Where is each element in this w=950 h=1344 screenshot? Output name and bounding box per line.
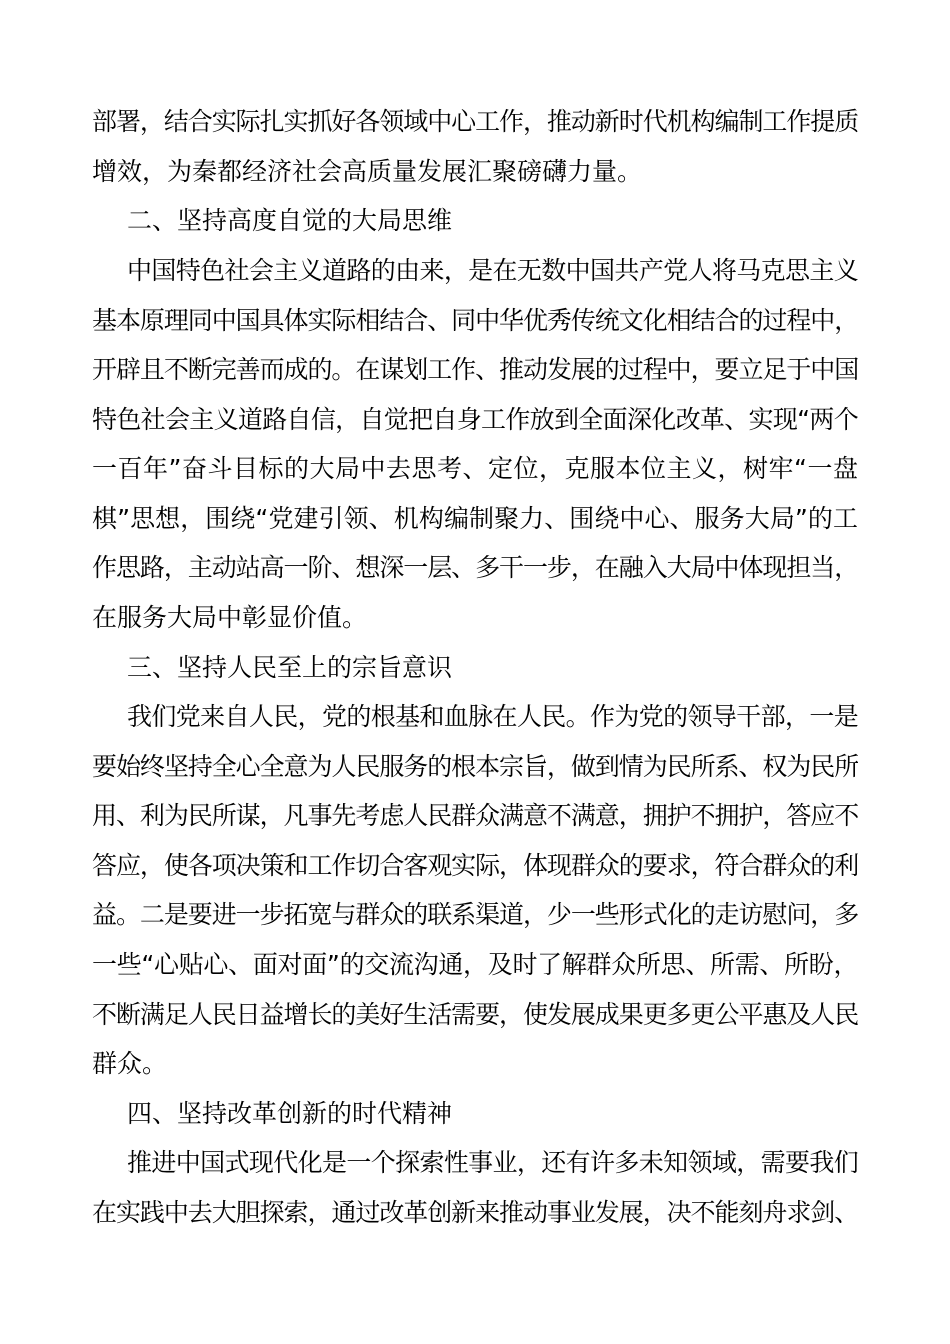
paragraph-line: 特色社会主义道路自信，自觉把自身工作放到全面深化改革、实现“两个 xyxy=(92,405,858,434)
section-heading-4: 四、坚持改革创新的时代精神 xyxy=(127,1099,453,1128)
paragraph-line: 一百年”奋斗目标的大局中去思考、定位，克服本位主义，树牢“一盘 xyxy=(92,454,858,483)
section-heading-3: 三、坚持人民至上的宗旨意识 xyxy=(127,653,453,682)
paragraph-line: 开辟且不断完善而成的。在谋划工作、推动发展的过程中，要立足于中国 xyxy=(92,355,858,384)
paragraph-line: 群众。 xyxy=(92,1049,168,1078)
paragraph-line: 要始终坚持全心全意为人民服务的根本宗旨，做到情为民所系、权为民所 xyxy=(92,752,858,781)
paragraph-line: 基本原理同中国具体实际相结合、同中华优秀传统文化相结合的过程中， xyxy=(92,306,858,335)
paragraph-line: 我们党来自人民，党的根基和血脉在人民。作为党的领导干部，一是 xyxy=(127,702,858,731)
section-heading-2: 二、坚持高度自觉的大局思维 xyxy=(127,206,453,235)
paragraph-line: 棋”思想，围绕“党建引领、机构编制聚力、围绕中心、服务大局”的工 xyxy=(92,504,858,533)
paragraph-line: 部署，结合实际扎实抓好各领域中心工作，推动新时代机构编制工作提质 xyxy=(92,107,858,136)
paragraph-line: 增效，为秦都经济社会高质量发展汇聚磅礴力量。 xyxy=(92,157,643,186)
paragraph-line: 推进中国式现代化是一个探索性事业，还有许多未知领域，需要我们 xyxy=(127,1148,858,1177)
paragraph-line: 答应，使各项决策和工作切合客观实际，体现群众的要求，符合群众的利 xyxy=(92,851,858,880)
paragraph-line: 不断满足人民日益增长的美好生活需要，使发展成果更多更公平惠及人民 xyxy=(92,1000,858,1029)
paragraph-line: 用、利为民所谋，凡事先考虑人民群众满意不满意，拥护不拥护，答应不 xyxy=(92,801,858,830)
paragraph-line: 中国特色社会主义道路的由来，是在无数中国共产党人将马克思主义 xyxy=(127,256,858,285)
paragraph-line: 在实践中去大胆探索，通过改革创新来推动事业发展，决不能刻舟求剑、 xyxy=(92,1198,858,1227)
paragraph-line: 一些“心贴心、面对面”的交流沟通，及时了解群众所思、所需、所盼， xyxy=(92,950,858,979)
paragraph-line: 益。二是要进一步拓宽与群众的联系渠道，少一些形式化的走访慰问，多 xyxy=(92,900,858,929)
paragraph-line: 作思路，主动站高一阶、想深一层、多干一步，在融入大局中体现担当， xyxy=(92,553,858,582)
paragraph-line: 在服务大局中彰显价值。 xyxy=(92,603,368,632)
